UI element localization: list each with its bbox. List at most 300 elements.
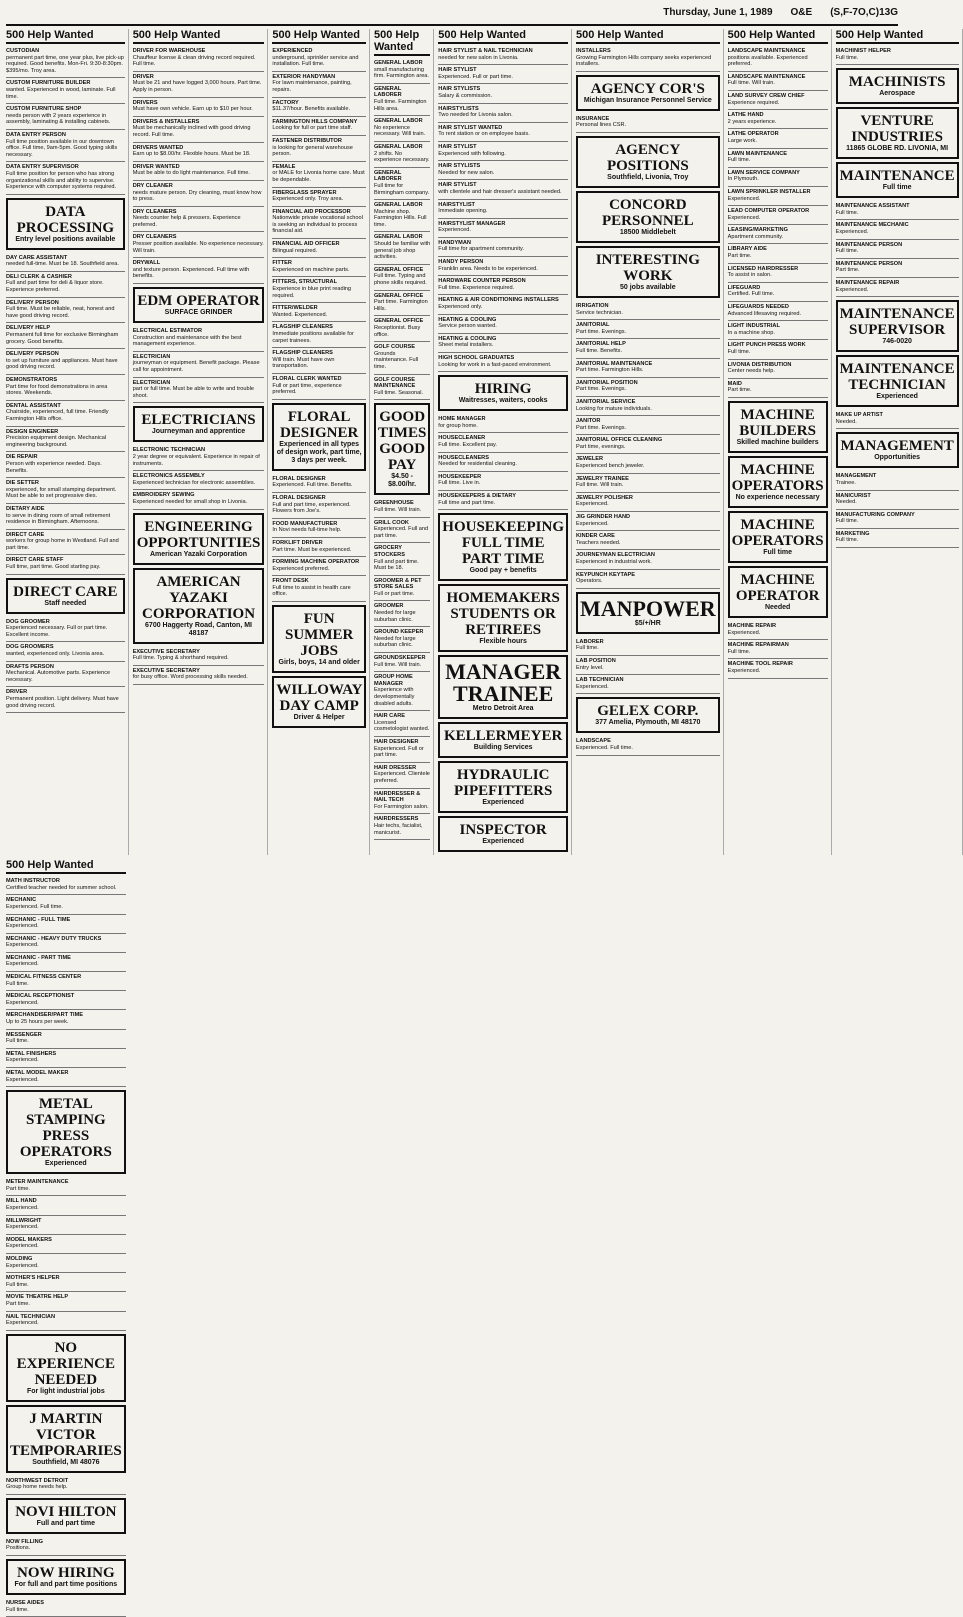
classified-ad [728, 110, 828, 129]
ad-title: MANICURIST [835, 492, 871, 499]
ad-title: DIRECT CARE STAFF [6, 557, 64, 564]
classified-ad [6, 1598, 126, 1617]
display-ad-subline: Experienced in all types of design work, part time, 3 days per week. [276, 440, 362, 464]
ad-title: FINANCIAL AID OFFICER [272, 241, 340, 248]
ad-title: JEWELER [576, 456, 604, 463]
display-ad-headline: ELECTRICIANS [141, 412, 256, 429]
classified-ad [576, 359, 720, 378]
classified-ad [133, 326, 265, 352]
classified-ad [576, 435, 720, 454]
display-ad [272, 605, 366, 673]
ad-body: Permanent position. Light delivery. Must have good driving record. [6, 696, 119, 709]
display-ad-subline: Entry level positions available [15, 235, 116, 243]
ad-body: 2 years experience. [727, 118, 777, 125]
ad-title: HEATING & COOLING [438, 316, 497, 323]
ad-body: Experienced. [727, 195, 761, 202]
ad-title: MESSENGER [6, 1031, 42, 1038]
ad-title: FLAGSHIP CLEANERS [272, 324, 333, 331]
ad-body: Experienced. [6, 1262, 39, 1269]
ad-title: MEDICAL FITNESS CENTER [6, 974, 82, 981]
display-ad-subline: $5/+/HR [634, 619, 661, 627]
classified-ad [438, 123, 568, 142]
ad-title: CUSTOM FURNITURE SHOP [6, 106, 82, 113]
ad-body: Experienced. [576, 501, 609, 508]
ad-body: Machine shop. Farmington Hills. Full time. [373, 208, 427, 228]
ad-body: Full time position available in our downtown office. Full time, 9am-5pm. Good typing skills necessary. [6, 138, 118, 158]
ad-body: Experienced on machine parts. [272, 266, 350, 273]
ad-body: Experience in blue print reading required. [272, 286, 352, 299]
ad-title: HOUSECLEANERS [438, 454, 489, 461]
column-heading: 500 Help Wanted [6, 859, 126, 874]
ad-title: KINDER CARE [576, 533, 615, 540]
display-ad [272, 403, 366, 471]
ad-body: Experienced. [6, 999, 39, 1006]
ad-body: Full time. [727, 648, 751, 655]
ad-body: Experienced with following. [438, 150, 506, 157]
display-ad-subline: Aerospace [879, 90, 916, 98]
display-ad-subline: Southfield, MI 48076 [32, 1458, 100, 1466]
ad-body: small manufacturing firm. Farmington area. [373, 66, 429, 80]
classified-ad [374, 711, 430, 737]
ad-title: DIE REPAIR [6, 454, 38, 461]
ad-body: Needed for residential cleaning. [438, 461, 517, 468]
display-ad [133, 406, 265, 442]
ad-title: FEMALE [272, 163, 296, 170]
ad-body: Immediate opening. [438, 208, 488, 215]
ad-title: FRONT DESK [272, 578, 309, 585]
ad-body: Part time. Must be experienced. [272, 546, 352, 553]
ad-title: GENERAL LABOR [373, 118, 423, 125]
classified-ad [374, 737, 430, 763]
display-ad-headline: INSPECTOR [459, 822, 547, 839]
ad-title: MERCHANDISER/PART TIME [6, 1012, 83, 1019]
ad-title: METAL MODEL MAKER [6, 1070, 69, 1076]
classified-ad [438, 142, 568, 161]
ad-body: Two needed for Livonia salon. [438, 112, 513, 119]
ad-title: LAWN MAINTENANCE [727, 150, 788, 157]
classified-ad [576, 570, 720, 589]
ad-title: LAWN SERVICE COMPANY [727, 169, 800, 176]
classified-ad [438, 104, 568, 123]
ad-body: Advanced lifesaving required. [727, 310, 802, 317]
ad-title: GENERAL LABOR [373, 202, 423, 209]
display-ad-headline: HYDRAULIC PIPEFITTERS [453, 767, 553, 800]
classified-ad [374, 789, 430, 815]
ad-title: MOLDING [6, 1255, 33, 1262]
ad-body: Full or part time. [373, 590, 415, 597]
classified-ad [374, 316, 430, 342]
classified-ad [133, 666, 265, 685]
classified-ad [438, 200, 568, 219]
classified-ad [6, 662, 125, 688]
classified-ad [728, 621, 828, 640]
classified-ad [374, 518, 430, 544]
classified-ad [133, 378, 265, 404]
ad-title: GENERAL LABORER [373, 85, 402, 99]
display-ad-headline: HOMEMAKERS STUDENTS OR RETIREES [446, 590, 560, 639]
display-ad [728, 456, 828, 508]
ad-title: HAIR DRESSER [373, 764, 417, 771]
ad-title: MANAGEMENT [835, 473, 877, 480]
classified-ad [438, 295, 568, 314]
classified-ad [272, 136, 366, 162]
classified-ad [374, 232, 430, 264]
classified-ad [272, 348, 366, 374]
classified-ad [272, 322, 366, 348]
ad-body: Experienced bench jeweler. [576, 463, 645, 470]
issue-date: Thursday, June 1, 1989 [663, 6, 773, 18]
ad-body: Full time. [835, 54, 859, 61]
ad-body: Experienced necessary. Full or part time. Excellent income. [6, 625, 108, 638]
display-ad-subline: Skilled machine builders [736, 438, 819, 446]
ad-title: DRY CLEANERS [132, 234, 177, 241]
classified-ad [438, 491, 568, 510]
classified-ad [6, 915, 126, 934]
ad-title: GROOMER & PET STORE SALES [373, 577, 422, 591]
classified-ad [272, 258, 366, 277]
classified-ad [728, 149, 828, 168]
classified-column [6, 859, 129, 1617]
classified-column [728, 29, 832, 855]
classified-ad [836, 529, 959, 548]
ad-body: Must be 21 and have logged 3,000 hours. Part time. Apply in person. [132, 80, 262, 93]
ad-title: GENERAL OFFICE [373, 292, 424, 299]
ad-body: Looking for full or part time staff. [272, 125, 353, 132]
ad-body: Full time. [727, 157, 751, 164]
classified-ad [576, 637, 720, 656]
ad-title: HAIRSTYLIST MANAGER [438, 220, 506, 227]
ad-title: HEATING & AIR CONDITIONING INSTALLERS [438, 297, 559, 304]
classified-ad [133, 46, 265, 72]
classified-ad [728, 206, 828, 225]
ad-body: Experience required. [727, 99, 780, 106]
ad-title: LABORER [576, 638, 604, 645]
ad-title: LANDSCAPE [576, 738, 611, 745]
ad-title: HAIRDRESSER & NAIL TECH [373, 790, 421, 804]
ad-body: Positions. [6, 1545, 31, 1552]
ad-title: HAIR STYLISTS [438, 163, 481, 170]
display-ad-subline: 746-0020 [882, 338, 912, 346]
ad-title: CUSTODIAN [6, 48, 40, 54]
ad-body: Immediate positions available for carpet trainees. [272, 331, 354, 344]
ad-title: ELECTRICIAN [132, 353, 171, 360]
classified-ad [6, 162, 125, 194]
ad-title: MATH INSTRUCTOR [6, 878, 60, 885]
ad-body: Full time for Birmingham company. [373, 182, 430, 196]
running-head [6, 0, 898, 26]
ad-title: MACHINE TOOL REPAIR [727, 661, 793, 668]
ad-title: DELIVERY PERSON [6, 351, 59, 358]
display-ad [6, 1334, 126, 1402]
classified-ad [133, 143, 265, 162]
ad-body: 2 year degree or equivalent. Experience in repair of instruments. [132, 453, 260, 467]
ad-body: to set up furniture and appliances. Must have good driving record. [6, 357, 118, 371]
ad-body: Full time. [835, 518, 859, 525]
ad-body: For Farmington salon. [373, 803, 429, 810]
classified-ad [272, 72, 366, 98]
classified-ad [728, 225, 828, 244]
display-ad [728, 511, 828, 563]
ad-body: Experienced in industrial work. [576, 559, 652, 565]
ad-body: Full time. Excellent pay. [438, 441, 497, 448]
ad-body: Teachers needed. [576, 539, 621, 546]
classified-column [374, 29, 434, 855]
ad-title: GENERAL LABOR [373, 143, 423, 150]
ad-title: DENTAL ASSISTANT [6, 402, 61, 409]
ad-body: underground, sprinkler service and installation. Full time. [272, 54, 359, 68]
classified-column [576, 29, 724, 855]
classified-ad [6, 617, 125, 643]
classified-ad [374, 168, 430, 200]
display-ad-subline: Building Services [473, 744, 533, 752]
ad-body: or MALE for Livonia home care. Must be dependable. [272, 170, 365, 183]
display-ad [438, 513, 568, 581]
ad-body: Experience with developmentally disabled adults. [373, 687, 415, 707]
display-ad-headline: ENGINEERING OPPORTUNITIES [136, 518, 261, 551]
ad-body: Experienced. Full or part time. [438, 73, 513, 80]
classified-ad [438, 334, 568, 353]
ad-body: Part time. Farmington Hills. [576, 367, 644, 374]
classified-ad [6, 375, 125, 401]
ad-title: JANITORIAL HELP [576, 341, 626, 348]
classified-ad [6, 642, 125, 661]
ad-body: Must have own vehicle. Earn up to $10 per hour. [132, 106, 253, 113]
classified-ad [438, 84, 568, 103]
classified-ad [836, 471, 959, 490]
ad-title: JANITORIAL [576, 322, 610, 329]
ad-body: Experienced. [576, 520, 609, 527]
ad-title: IRRIGATION [576, 302, 609, 309]
ad-body: Experienced preferred. [272, 565, 330, 572]
ad-body: Operators. [576, 578, 603, 585]
ad-title: DOG GROOMERS [6, 644, 54, 651]
ad-title: JANITORIAL POSITION [576, 379, 638, 386]
display-ad [576, 592, 720, 634]
ad-body: Full time. Will train. [373, 506, 422, 513]
ad-body: needs person with 2 years experience in assembly, laminating & installing cabinets. [6, 112, 111, 126]
classified-ad [728, 302, 828, 321]
ad-body: Part time. [6, 1185, 30, 1192]
classified-ad [6, 298, 125, 324]
ad-body: with clientele and hair dresser's assistant needed. [438, 188, 562, 195]
ad-body: Part time. Evenings. [576, 386, 627, 393]
display-ad-subline: Experienced [876, 393, 918, 401]
ad-body: Full time. [835, 209, 859, 216]
display-ad-headline: FUN SUMMER JOBS [284, 611, 354, 660]
display-ad-subline: 6700 Haggerty Road, Canton, MI 48187 [145, 621, 252, 637]
classified-column [6, 29, 129, 855]
ad-title: DRY CLEANERS [132, 208, 177, 215]
display-ad [836, 355, 959, 407]
display-ad-subline: American Yazaki Corporation [149, 550, 248, 558]
classified-ad [272, 46, 366, 72]
ad-title: LICENSED HAIRDRESSER [727, 265, 799, 272]
ad-title: MILL HAND [6, 1198, 37, 1205]
ad-body: Full time. [6, 1038, 29, 1045]
classified-ad [438, 219, 568, 238]
ad-body: Full or part time, experience preferred. [272, 382, 342, 396]
classified-ad [576, 531, 720, 550]
display-ad-subline: $4.50 - $8.00/hr. [388, 473, 417, 489]
display-ad-subline: Southfield, Livonia, Troy [607, 173, 689, 181]
classified-ad [374, 58, 430, 84]
ad-title: MAKE UP ARTIST [835, 412, 883, 419]
classified-ad [133, 352, 265, 378]
ad-body: Experienced. [6, 961, 39, 968]
ad-title: HAIRSTYLISTS [438, 105, 479, 112]
display-ad-headline: HOUSEKEEPING FULL TIME PART TIME [442, 519, 564, 568]
ad-body: experienced, for small stamping department. Must be able to set progressive dies. [6, 486, 117, 500]
ad-title: HANDY PERSON [438, 259, 484, 266]
ad-body: Part time. [727, 253, 752, 260]
ad-body: Experienced. [835, 286, 869, 293]
ad-title: DOG GROOMER [6, 618, 50, 625]
classified-ad [374, 653, 430, 672]
classified-ad [728, 91, 828, 110]
classified-ad [6, 1312, 126, 1331]
display-ad [576, 246, 720, 298]
ad-body: Nationwide private vocational school is seeking an individual to process financial aid. [272, 215, 363, 235]
display-ad-headline: J MARTIN VICTOR TEMPORARIES [10, 1410, 122, 1459]
ad-title: EXTERIOR HANDYMAN [272, 73, 336, 80]
ad-body: Needed for large suburban clinic. [373, 610, 416, 623]
ad-title: LANDSCAPE MAINTENANCE [727, 73, 806, 80]
ad-body: Needed. [835, 418, 857, 425]
classified-ad [576, 397, 720, 416]
ad-title: JIG GRINDER HAND [576, 514, 631, 521]
ad-body: Grounds maintenance. Full time. [373, 350, 419, 370]
display-ad-headline: WILLOWAY DAY CAMP [276, 682, 363, 715]
classified-ad [728, 640, 828, 659]
classified-ad [728, 659, 828, 678]
classified-ad [374, 763, 430, 789]
classified-ad [728, 379, 828, 398]
ad-body: Wanted. Experienced. [272, 311, 328, 318]
display-ad [374, 403, 430, 495]
classified-ad [133, 647, 265, 666]
ad-title: DELI CLERK & CASHIER [6, 273, 72, 280]
ad-title: DEMONSTRATORS [6, 377, 58, 383]
column-heading: 500 Help Wanted [836, 29, 959, 44]
classified-ad [6, 1273, 126, 1292]
classified-ad [272, 207, 366, 239]
display-ad [133, 287, 265, 323]
ad-title: MACHINIST HELPER [835, 48, 891, 54]
classified-ad [728, 244, 828, 263]
display-ad-headline: MANAGEMENT [840, 438, 954, 455]
ad-title: FLORAL DESIGNER [272, 475, 326, 482]
ad-body: Full and part time. Must be 18. [373, 558, 419, 572]
ad-body: is looking for general warehouse person. [272, 144, 353, 158]
ad-body: Bilingual required. [272, 247, 318, 254]
display-ad [6, 1405, 126, 1473]
ad-body: journeyman or equipment. Benefit package. Please call for appointment. [132, 360, 260, 373]
ad-body: No experience necessary. Will train. [373, 124, 426, 138]
display-ad-headline: INTERESTING WORK [595, 251, 700, 284]
ad-title: LIGHT INDUSTRIAL [727, 323, 780, 330]
ad-title: MECHANIC [6, 897, 37, 904]
ad-body: Needed for new salon. [438, 169, 495, 176]
ad-title: HOME MANAGER [438, 416, 486, 423]
classified-ad [6, 1196, 126, 1215]
ad-title: DRIVER FOR WAREHOUSE [132, 48, 206, 54]
column-heading: 500 Help Wanted [374, 29, 430, 56]
classified-ad [728, 321, 828, 340]
ad-title: LAWN SPRINKLER INSTALLER [727, 188, 811, 195]
ad-body: Experienced only. [438, 304, 483, 311]
ad-body: Full and part time, experienced. Flowers from Joe's. [272, 501, 351, 515]
ad-body: Full time. Benefits. [576, 347, 623, 354]
classified-ad [6, 991, 126, 1010]
ad-body: Earn up to $8.00/hr. Flexible hours. Must be 18. [132, 151, 251, 158]
classified-ad [438, 433, 568, 452]
classified-ad [6, 478, 125, 504]
ad-title: LIGHT PUNCH PRESS WORK [727, 342, 806, 349]
ad-title: MECHANIC - PART TIME [6, 954, 71, 961]
ad-title: JANITOR [576, 418, 601, 425]
ad-title: DELIVERY HELP [6, 325, 51, 332]
ad-title: MAINTENANCE ASSISTANT [835, 203, 910, 210]
ad-title: GENERAL LABORER [373, 169, 402, 183]
ad-title: GRILL COOK [373, 519, 409, 526]
ad-title: GROUND KEEPER [373, 629, 424, 636]
ad-body: positions available. Experienced preferred. [727, 54, 808, 68]
display-ad [438, 816, 568, 852]
ad-title: GOLF COURSE [373, 344, 415, 351]
ad-title: DELIVERY PERSON [6, 299, 59, 306]
ad-body: Full time. [835, 537, 859, 544]
ad-title: MACHINE REPAIRMAN [727, 642, 789, 649]
ad-title: GROOMER [373, 603, 404, 610]
classified-ad [576, 454, 720, 473]
ad-title: DATA ENTRY SUPERVISOR [6, 164, 79, 171]
ad-body: Experienced only. Troy area. [272, 196, 344, 203]
ad-body: workers for group home in Westland. Full and part time. [6, 538, 119, 551]
ad-body: Group home needs help. [6, 1484, 68, 1491]
ad-title: NOW FILLING [6, 1538, 43, 1545]
classified-ad [6, 1537, 126, 1556]
ad-body: Full time. [6, 1606, 29, 1613]
ad-title: DRIVERS WANTED [132, 144, 184, 151]
classified-ad [576, 656, 720, 675]
classified-ad [836, 46, 959, 65]
classified-ad [374, 672, 430, 711]
display-ad-subline: Experienced [45, 1160, 87, 1168]
classified-ad [272, 117, 366, 136]
ad-body: Full time position for person who has strong organizational skills and ability to supervise. Experience with computer systems required. [6, 170, 117, 191]
classified-ad [272, 303, 366, 322]
ad-title: NAIL TECHNICIAN [6, 1313, 55, 1320]
ad-title: DRYWALL [132, 260, 161, 267]
classified-ad [6, 504, 125, 530]
ad-title: EXECUTIVE SECRETARY [132, 667, 200, 674]
display-ad-subline: Full time [763, 548, 793, 556]
ad-body: Experienced. Full time. [6, 903, 63, 910]
ad-title: DRIVERS [132, 99, 158, 106]
ad-body: Chairside, experienced, full time. Friendly Farmington Hills office. [6, 409, 109, 422]
ad-body: Needs counter help & pressers. Experience preferred. [132, 215, 241, 228]
ad-title: DIE SETTER [6, 480, 39, 487]
classified-ad [133, 445, 265, 471]
ad-body: Hair techs, facialist, manicurist. [373, 822, 423, 836]
display-ad [576, 697, 720, 733]
classified-ad [576, 493, 720, 512]
display-ad-headline: GELEX CORP. [597, 703, 699, 720]
display-ad [836, 300, 959, 352]
ad-body: Full time. Typing and phone skills required. [373, 273, 427, 287]
display-ad [728, 401, 828, 453]
ad-title: LIBRARY AIDE [727, 246, 767, 253]
